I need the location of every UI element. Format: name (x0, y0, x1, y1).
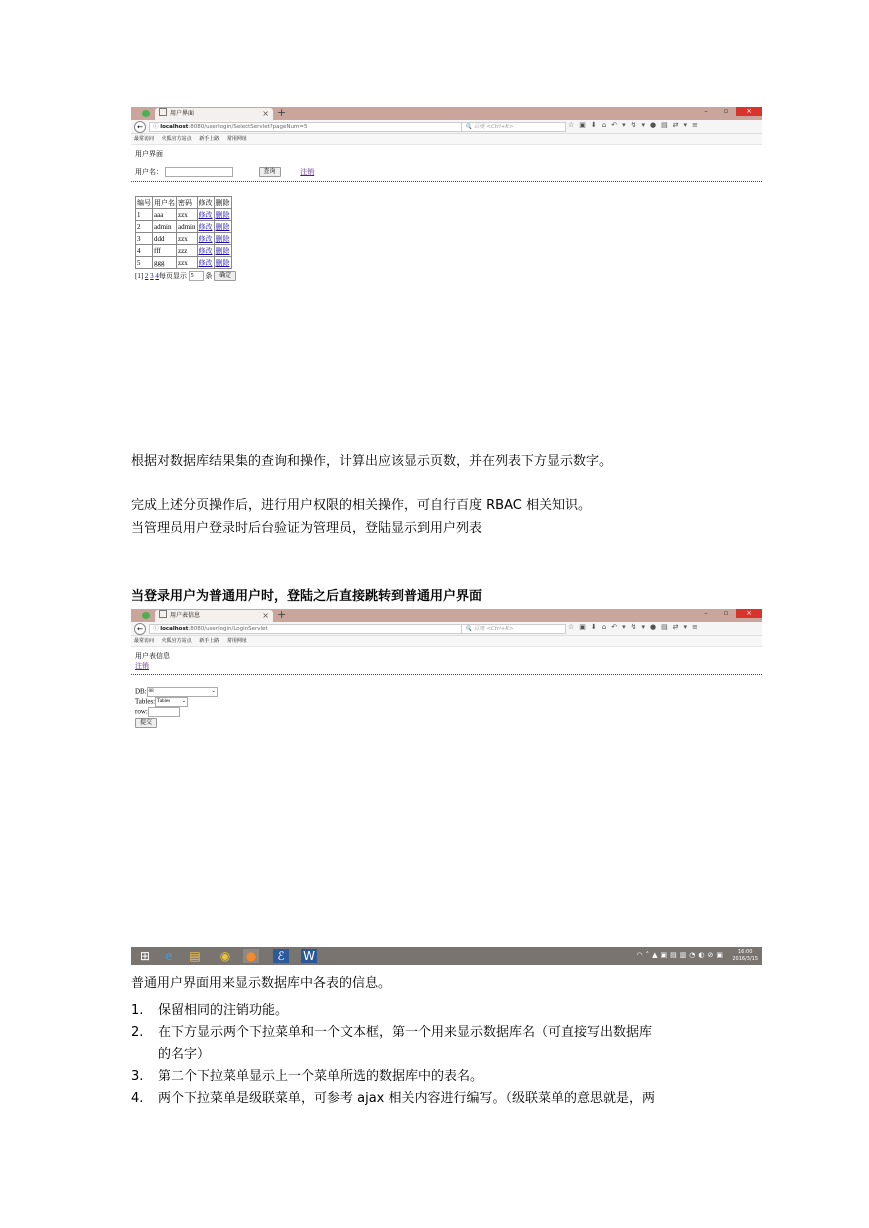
page-icon (159, 610, 167, 618)
url-path: :8080/userlogin/SelectServlet?pageNum=5 (188, 124, 308, 130)
list-item (131, 1000, 751, 1022)
tab-user-page[interactable] (155, 108, 273, 120)
page-content (131, 145, 762, 293)
username-label: 用户名： (135, 168, 163, 176)
navigation-bar (131, 622, 762, 636)
new-tab-icon[interactable]: + (277, 106, 287, 119)
table-row (136, 233, 232, 245)
row-label: row: (135, 707, 148, 716)
table-row (136, 221, 232, 233)
bookmark-item[interactable]: 最常访问 (134, 136, 155, 142)
taskbar (131, 947, 762, 965)
submit-button[interactable]: 提交 (135, 718, 157, 728)
window-controls (696, 107, 762, 116)
tab-title: 用户界面 (170, 110, 195, 117)
list-item (131, 1022, 751, 1066)
db-label: DB: (135, 687, 147, 696)
firefox-taskbar-icon[interactable]: ● (243, 949, 259, 963)
url-host: localhost (160, 626, 189, 632)
cell-password: zzz (177, 245, 198, 257)
navigation-bar (131, 120, 762, 134)
firefox-icon (142, 110, 150, 117)
list-number: 3. (131, 1069, 144, 1084)
cell-name: admin (153, 221, 177, 233)
word-icon[interactable]: W (301, 949, 317, 963)
username-input[interactable] (165, 167, 233, 177)
cell-password: zzx (177, 233, 198, 245)
windows-start-icon[interactable]: ⊞ (139, 949, 151, 963)
eclipse-icon[interactable]: ℰ (273, 949, 289, 963)
clock (732, 949, 758, 963)
db-row (135, 687, 758, 697)
db-select-value: 08 (148, 689, 154, 694)
header-cell: 删除 (215, 198, 230, 207)
back-arrow-icon[interactable]: ← (134, 623, 146, 635)
paragraph: 普通用户界面用来显示数据库中各表的信息。 (131, 976, 392, 991)
cell-name: ddd (153, 233, 177, 245)
page-heading: 用户表信息 (135, 652, 170, 660)
search-placeholder: 百度 <Ctrl+K> (473, 626, 514, 632)
table-row (136, 209, 232, 221)
new-tab-icon[interactable]: + (277, 608, 287, 621)
search-placeholder: 百度 <Ctrl+K> (473, 124, 514, 130)
cell-password: zzx (177, 257, 198, 269)
bookmark-item[interactable]: 常用网址 (226, 638, 247, 644)
edit-link[interactable]: 修改 (198, 222, 213, 231)
delete-link[interactable]: 删除 (215, 246, 230, 255)
list-item (131, 1066, 751, 1088)
table-row (136, 257, 232, 269)
delete-link[interactable]: 删除 (215, 234, 230, 243)
header-cell: 密码 (177, 197, 198, 209)
header-cell: 编号 (137, 198, 151, 207)
cell-name: fff (153, 245, 177, 257)
header-cell: 用户名 (154, 198, 175, 207)
maximize-icon[interactable]: ▫ (723, 609, 729, 617)
cell-password: admin (178, 222, 196, 231)
chevron-down-icon: ⌄ (181, 699, 187, 704)
bookmark-item[interactable]: 火狐官方站点 (161, 638, 192, 644)
cell-id: 4 (136, 245, 153, 257)
logout-link[interactable]: 注销 (135, 662, 149, 670)
tab-title: 用户表信息 (170, 612, 201, 619)
url-path: :8080/userlogin/LoginServlet (188, 626, 268, 632)
tab-user-info[interactable] (155, 610, 273, 622)
cell-id: 1 (136, 209, 153, 221)
bookmarks-bar (131, 636, 762, 647)
back-arrow-icon[interactable]: ← (134, 121, 146, 133)
steps-list (131, 1000, 751, 1110)
chevron-down-icon: ⌄ (211, 689, 216, 694)
query-button[interactable]: 查询 (259, 167, 281, 177)
table-row (136, 245, 232, 257)
edit-link[interactable]: 修改 (198, 258, 213, 267)
paragraph: 根据对数据库结果集的查询和操作，计算出应该显示页数，并在列表下方显示数字。 (131, 454, 613, 469)
paragraph: 完成上述分页操作后，进行用户权限的相关操作，可自行百度 RBAC 相关知识。 (131, 498, 591, 513)
list-text: 保留相同的注销功能。 (158, 1003, 289, 1018)
system-tray-icons[interactable]: ◠˄▲▣▤▥◔◐⊘▣ (636, 951, 726, 959)
file-explorer-icon[interactable]: ▤ (189, 949, 201, 963)
db-select[interactable] (147, 687, 218, 697)
delete-link[interactable]: 删除 (215, 258, 230, 267)
list-text: 在下方显示两个下拉菜单和一个文本框，第一个用来显示数据库名（可直接写出数据库 的名字） (158, 1025, 653, 1062)
list-item (131, 1088, 751, 1110)
delete-link[interactable]: 删除 (215, 222, 230, 231)
list-text: 第二个下拉菜单显示上一个菜单所选的数据库中的表名。 (158, 1069, 484, 1084)
minimize-icon[interactable]: – (704, 609, 708, 617)
confirm-button[interactable]: 确定 (214, 271, 236, 281)
cell-id: 5 (136, 257, 153, 269)
bookmark-item[interactable]: 常用网址 (226, 136, 247, 142)
cell-id: 3 (136, 233, 153, 245)
toolbar-icons[interactable]: ☆▣⬇⌂↶▾↯▾●▤⇄▾≡ (568, 121, 703, 129)
search-row (135, 167, 758, 178)
search-box[interactable]: 🔍 百度 <Ctrl+K> (461, 624, 566, 634)
address-bar[interactable]: ⓘ localhost:8080/userlogin/SelectServlet?pageNum=5 (149, 122, 472, 132)
list-text: 两个下拉菜单是级联菜单，可参考 ajax 相关内容进行编写。（级联菜单的意思就是，两 (158, 1091, 656, 1106)
current-page: [1] (135, 272, 144, 280)
cell-id: 2 (136, 221, 153, 233)
minimize-icon[interactable]: – (704, 107, 708, 115)
per-page-input[interactable]: 5 (189, 271, 204, 281)
clock-date: 2016/3/15 (732, 956, 758, 962)
ie-icon[interactable]: e (165, 949, 173, 963)
pagination (135, 271, 758, 281)
logout-link[interactable]: 注销 (300, 168, 315, 176)
cell-password: zzx (177, 209, 198, 221)
toolbar-icons[interactable]: ☆▣⬇⌂↶▾↯▾●▤⇄▾≡ (568, 623, 703, 631)
edit-link[interactable]: 修改 (198, 210, 213, 219)
edit-link[interactable]: 修改 (198, 234, 213, 243)
bookmark-item[interactable]: 新手上路 (199, 638, 220, 644)
tab-bar (131, 609, 762, 622)
tables-row (135, 697, 758, 707)
bookmark-item[interactable]: 火狐官方站点 (161, 136, 192, 142)
section-heading: 当登录用户为普通用户时，登陆之后直接跳转到普通用户界面 (131, 589, 483, 604)
tables-select-value: Tables (157, 699, 171, 704)
page-content (131, 647, 762, 731)
chrome-icon[interactable]: ◉ (219, 949, 231, 963)
tables-label: Tables: (135, 697, 156, 706)
window-controls (696, 609, 762, 618)
firefox-icon (142, 612, 150, 619)
list-number: 4. (131, 1091, 144, 1106)
row-input[interactable] (148, 707, 180, 717)
bookmarks-bar (131, 134, 762, 145)
maximize-icon[interactable]: ▫ (723, 107, 729, 115)
edit-link[interactable]: 修改 (198, 246, 213, 255)
header-cell: 修改 (198, 198, 213, 207)
close-window-icon[interactable]: × (736, 609, 762, 618)
divider (131, 181, 762, 182)
page-link[interactable]: 3 (150, 272, 154, 280)
divider (131, 674, 762, 675)
list-number: 2. (131, 1025, 144, 1040)
close-window-icon[interactable]: × (736, 107, 762, 116)
page-heading: 用户界面 (135, 150, 163, 158)
clock-time: 16:00 (737, 949, 753, 955)
url-host: localhost (160, 124, 189, 130)
tables-select[interactable] (155, 697, 188, 707)
close-tab-icon[interactable]: × (262, 109, 269, 118)
page-icon (159, 108, 167, 116)
close-tab-icon[interactable]: × (262, 611, 269, 620)
per-page-label: 每页显示 (158, 272, 187, 280)
paragraph: 当管理员用户登录时后台验证为管理员，登陆显示到用户列表 (131, 521, 483, 536)
submit-row (135, 718, 758, 728)
bookmark-item[interactable]: 新手上路 (199, 136, 220, 142)
search-box[interactable]: 🔍 百度 <Ctrl+K> (461, 122, 566, 132)
bookmark-item[interactable]: 最常访问 (134, 638, 155, 644)
per-page-unit: 条 (205, 272, 213, 280)
cell-name: ggg (153, 257, 177, 269)
page-link[interactable]: 2 (144, 272, 149, 280)
row-row (135, 707, 758, 717)
browser-window-user-list (131, 107, 762, 293)
cell-name: aaa (153, 209, 177, 221)
table-header-row (136, 197, 232, 209)
browser-window-user-info (131, 609, 762, 947)
delete-link[interactable]: 删除 (215, 210, 230, 219)
user-table (135, 196, 232, 269)
tab-bar (131, 107, 762, 120)
address-bar[interactable]: ⓘ localhost:8080/userlogin/LoginServlet (149, 624, 472, 634)
page-link[interactable]: 4 (155, 272, 159, 280)
list-number: 1. (131, 1003, 144, 1018)
